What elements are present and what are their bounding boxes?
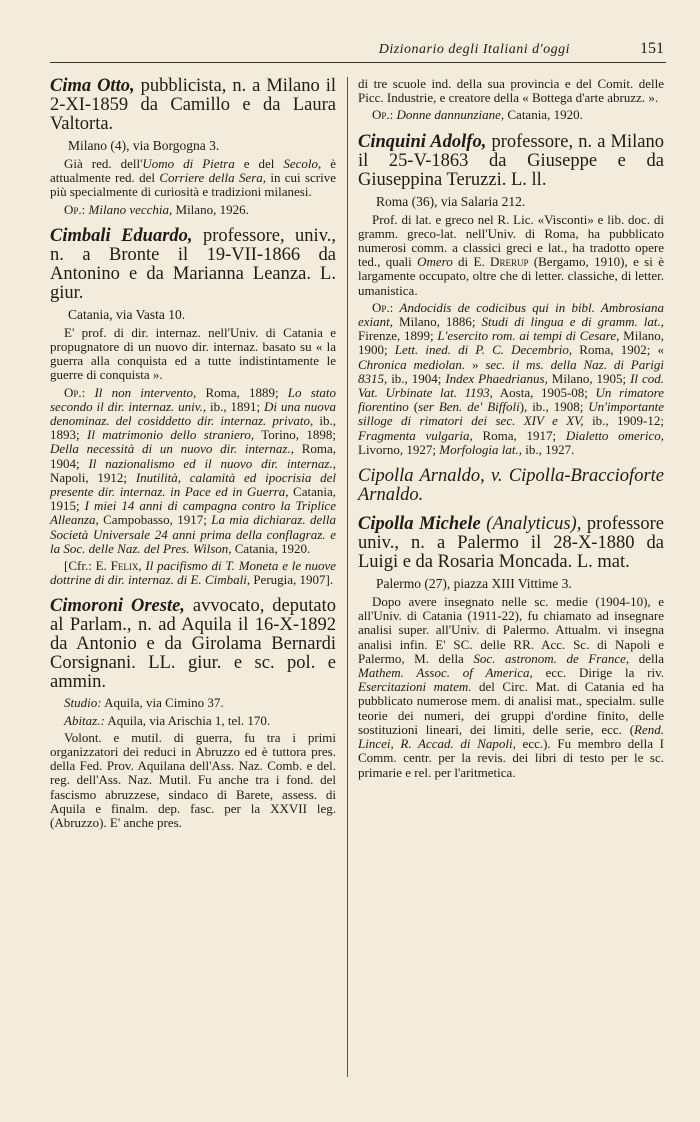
entry-studio: Studio: Aquila, via Cimino 37. [64,695,224,711]
entry-heading-text: pubblicista, n. a Milano il 2-XI-1859 da Camillo e da Laura Valtorta. [50,76,336,134]
page-number: 151 [640,40,664,57]
entry-reference: [Cfr.: E. Felix, Il pacifismo di T. Moneta e le nuove dottrine di dir. internaz. di E. Cimbali, Perugia, 1907]. [50,558,336,588]
entry-body: di tre scuole ind. della sua provincia e del Comit. delle Picc. Industrie, e creatore della « Bottega d'arte abruzz. ». [358,76,664,106]
entry-name: Cinquini Adolfo, [358,131,487,152]
entry-cima-otto [50,77,336,217]
entry-address: Milano (4), via Borgogna 3. [68,138,220,153]
entry-heading-text: professore, n. a Milano il 25-V-1863 da Giuseppe e da Giuseppina Teruzzi. L. ll. [358,131,664,190]
entry-heading [50,77,336,134]
entry-heading [50,227,336,303]
left-column [50,77,336,840]
entry-body: Dopo avere insegnato nelle sc. medie (1904-10), e all'Univ. di Catania (1911-22), fu chiamato ad insegnare analisi super. all'Univ. di Palermo. Attualm. vi insegna analisi infin. E' SC. delle RR. Acc. Sc. di Napoli e Palermo, M. della Soc. astronom. de France, della Mathem. Assoc. of America, ecc. Dirige la riv. Esercitazioni matem. del Circ. Mat. di Catania ed ha pubblicato numerose mem. di analisi mat., specialm. sulle teorie dei numeri, dei gruppi d'ordine finito, delle sostituzioni lineari, dei limiti, delle serie, ecc. (Rend. Lincei, R. Accad. di Napoli, ecc.). Fu membro della I Comm. centr. per la revis. dei libri di testo per le sc. primarie e rel. per l'aritmetica. [358,594,665,780]
entry-cipolla-arnaldo [358,467,664,505]
entry-heading [358,515,664,572]
running-title: Dizionario degli Italiani d'oggi [378,42,570,57]
entry-cipolla-michele [358,515,664,780]
entry-body: Già red. dell'Uomo di Pietra e del Secolo, è attualmente red. del Corriere della Sera, in cui scrive più specialmente di curiosità e tradizioni milanesi. [50,156,336,200]
entry-continuation [358,77,664,123]
entry-heading [50,597,336,692]
column-divider [347,77,348,1077]
entry-name: Cima Otto, [50,76,135,96]
right-column [358,77,664,790]
entry-alias: (Analyticus), [480,514,582,535]
entry-heading-text: avvocato, deputato al Parlam., n. ad Aquila il 16-X-1892 da Antonio e da Girolama Bernardi Corsignani. LL. giur. e sc. pol. e ammin. [50,596,337,693]
entry-name: Cimoroni Oreste, [50,596,185,617]
entry-body: E' prof. di dir. internaz. nell'Univ. di Catania e propugnatore di un nuovo dir. internaz. basato su « la guerra alla conquista ed a tutte indistintamente le guerre di conquista ». [50,324,336,383]
entry-works: Op.: Donne dannunziane, Catania, 1920. [372,107,583,123]
entry-address: Catania, via Vasta 10. [68,306,186,322]
entry-address: Palermo (27), piazza XIII Vittime 3. [376,576,572,592]
entry-body: Volont. e mutil. di guerra, fu tra i primi organizzatori dei reduci in Abruzzo ed è tuttora pres. della Fed. Prov. Aquilana dell'Ass. Naz. Comb. e del. reg. dell'Ass. Naz. Mutil. Fu anche tra i fond. del fascismo abruzzese, sindaco di Barete, assess. di Aquila e finalm. dep. fasc. per la XXVII leg. (Abruzzo). E' anche pres. [50,729,336,831]
entry-cross-reference: Cipolla Arnaldo, v. Cipolla-Braccioforte Arnaldo. [358,466,664,506]
entry-residence: Abitaz.: Aquila, via Arischia 1, tel. 170. [64,712,271,728]
entry-works: Op.: Il non intervento, Roma, 1889; Lo stato secondo il dir. internaz. univ., ib., 1891; Di una nuova denominaz. del cosiddetto dir. internaz. privato, ib., 1893; Il matrimonio dello straniero, Torino, 1898; Della necessità di un nuovo dir. internaz., Roma, 1904; Il nazionalismo ed il nuovo dir. internaz., Napoli, 1912; Inutilità, calamità ed ipocrisia del presente dir. internaz. in Pace ed in Guerra, Catania, 1915; I miei 14 anni di campagna contro la Triplice Alleanza, Campobasso, 1917; La mia dichiaraz. della Società Universale 24 anni prima della conflagraz. e la Soc. delle Naz. del Pres. Wilson, Catania, 1920. [50,384,336,556]
entry-heading [358,133,664,190]
page-header [50,36,666,63]
entry-works: Op.: Andocidis de codicibus qui in bibl. Ambrosiana exiant, Milano, 1886; Studi di lingua e di gramm. lat., Firenze, 1899; L'esercito rom. ai tempi di Cesare, Milano, 1900; Lett. ined. di P. C. Decembrio, Roma, 1902; « Chronica mediolan. » sec. il ms. della Naz. di Parigi 8315, ib., 1904; Index Phaedrianus, Milano, 1905; Il cod. Vat. Urbinate lat. 1193, Aosta, 1905-08; Un rimatore fiorentino (ser Ben. de' Biffoli), ib., 1908; Un'importante silloge di rimatori dei sec. XIV e XV, ib., 1909-12; Fragmenta vulgaria, Roma, 1917; Dialetto omerico, Livorno, 1927; Morfologia lat., ib., 1927. [358,299,665,457]
entry-heading-text: professore, univ., n. a Bronte il 19-VII-1866 da Antonino e da Marianna Leanza. L. giur. [50,225,336,303]
entry-body: Prof. di lat. e greco nel R. Lic. «Visconti» e lib. doc. di gramm. greco-lat. nell'Univ. di Roma, ha pubblicato numerosi comm. a classici greci e lat., ha tradotto opere ted., quali Omero di E. Drerup (Bergamo, 1910), e si è largamente occupato, oltre che di letter. classiche, di letter. umanistica. [358,211,664,298]
entry-address: Roma (36), via Salaria 212. [376,193,526,209]
entry-heading-text: professore univ., n. a Palermo il 28-X-1880 da Luigi e da Rosaria Moncada. L. mat. [358,514,664,573]
entry-cimbali-eduardo [50,227,336,588]
entry-cimoroni-oreste [50,597,336,830]
entry-name: Cimbali Eduardo, [50,225,193,246]
entry-name: Cipolla Michele [358,514,481,535]
entry-cinquini-adolfo [358,133,664,457]
entry-works: Op.: Milano vecchia, Milano, 1926. [64,201,249,217]
